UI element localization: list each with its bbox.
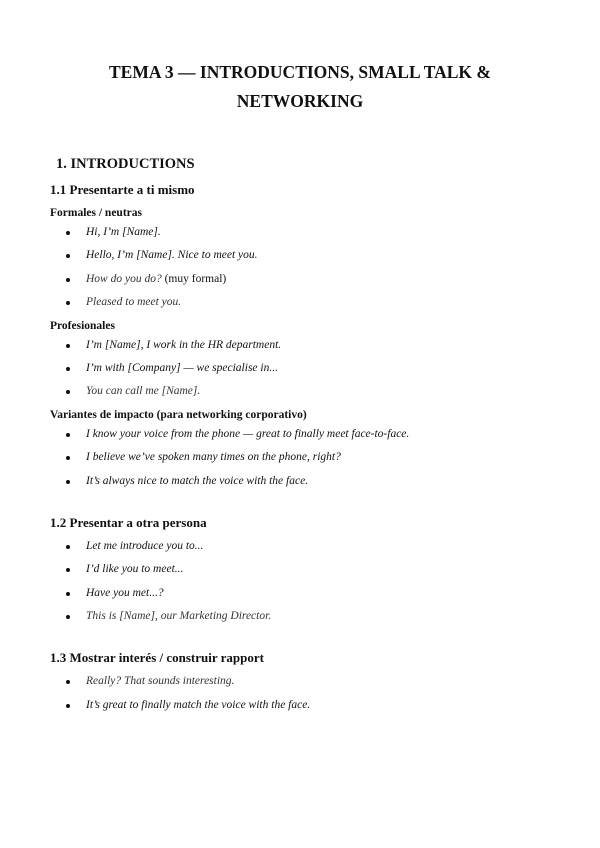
phrase-note: (muy formal) [161,272,227,285]
title-line-1: TEMA 3 — INTRODUCTIONS, SMALL TALK & [109,62,491,82]
bullet-icon [66,568,70,572]
phrase-text: I believe we’ve spoken many times on the phone, right? [86,451,341,464]
list-item [50,539,550,554]
phrase-text: How do you do? [86,272,162,285]
phrase-text: Pleased to meet you. [86,296,182,309]
bullet-icon [66,545,70,549]
title-line-2: NETWORKING [236,91,364,111]
list-item [50,361,550,376]
section-heading-introductions: 1. INTRODUCTIONS [56,156,195,172]
bullet-icon [66,615,70,619]
phrase-text: Hi, I’m [Name]. [86,226,161,238]
subsection-heading-1-2: 1.2 Presentar a otra persona [50,514,207,530]
phrase-text: I’m [Name], I work in the HR department. [86,338,282,351]
list-item [50,338,550,353]
subsection-heading-1-1: 1.1 Presentarte a ti mismo [50,182,195,197]
list-presentar-otra-persona [50,539,550,624]
phrase-text: Hello, I’m [Name]. Nice to meet you. [86,249,258,262]
list-item [50,384,550,399]
bullet-icon [66,390,70,394]
list-item [50,272,550,287]
subsection-heading-1-3: 1.3 Mostrar interés / construir rapport [50,650,264,666]
phrase-text: It’s always nice to match the voice with the face. [86,474,309,487]
bullet-icon [66,367,70,371]
list-item [50,427,550,442]
phrase-text: Let me introduce you to... [86,539,204,552]
phrase-text: You can call me [Name]. [86,385,201,398]
bullet-icon [66,592,70,596]
list-item [50,295,550,310]
bullet-icon [66,344,70,348]
bullet-icon [66,301,70,305]
bullet-icon [66,704,70,708]
group-heading-formales: Formales / neutras [50,207,142,219]
group-heading-profesionales: Profesionales [50,319,115,332]
document-title [50,58,550,116]
bullet-icon [66,433,70,437]
phrase-text: Really? That sounds interesting. [86,675,235,688]
group-heading-variantes: Variantes de impacto (para networking corporativo) [50,408,307,421]
phrase-text: Have you met...? [86,586,164,599]
bullet-icon [66,680,70,684]
list-item [50,698,550,713]
phrase-text: I’d like you to meet... [86,563,184,576]
spacer [50,632,550,650]
spacer [50,497,550,515]
bullet-icon [66,480,70,484]
list-item [50,450,550,465]
list-item [50,586,550,601]
bullet-icon [66,231,70,235]
list-variantes [50,427,550,489]
list-item [50,562,550,577]
list-item [50,474,550,489]
list-item [50,609,550,624]
phrase-text: I’m with [Company] — we specialise in... [86,361,278,374]
list-item [50,674,550,689]
bullet-icon [66,278,70,282]
list-item [50,225,550,240]
list-formales [50,225,550,310]
list-mostrar-interes [50,674,550,712]
phrase-text: I know your voice from the phone — great to finally meet face-to-face. [86,427,410,440]
phrase-text: This is [Name], our Marketing Director. [86,610,272,623]
list-item [50,248,550,263]
bullet-icon [66,456,70,460]
phrase-text: It’s great to finally match the voice with the face. [86,698,311,711]
bullet-icon [66,254,70,258]
list-profesionales [50,338,550,400]
